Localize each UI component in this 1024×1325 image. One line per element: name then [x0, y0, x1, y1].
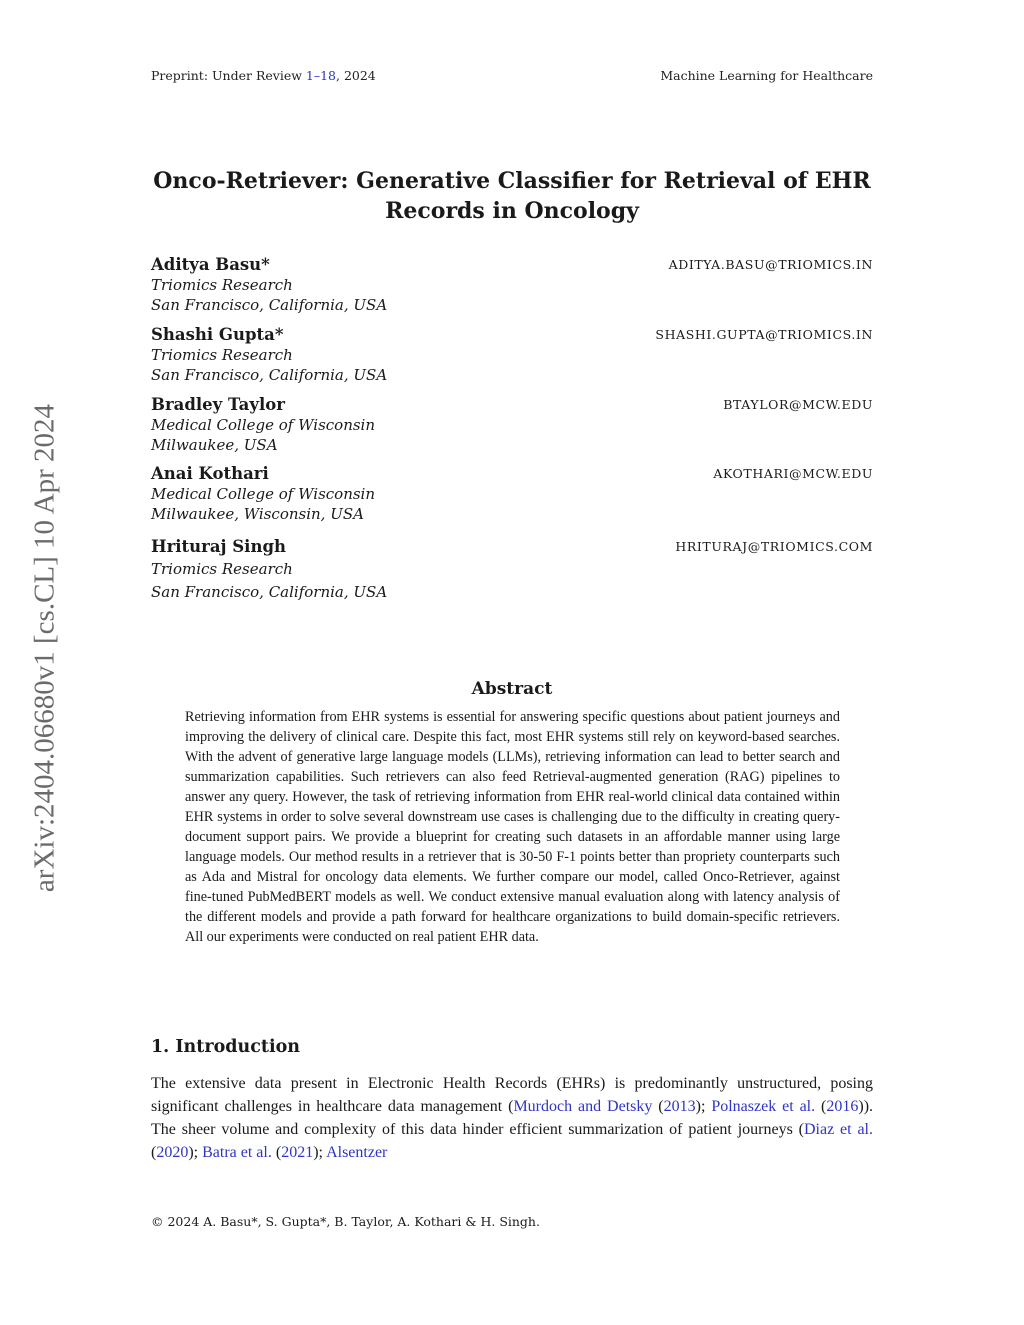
author-affiliation: Medical College of Wisconsin	[151, 416, 376, 434]
author-location: San Francisco, California, USA	[151, 366, 388, 384]
author-block	[151, 325, 873, 397]
author-affiliation: Triomics Research	[151, 560, 293, 578]
copyright-footer: © 2024 A. Basu*, S. Gupta*, B. Taylor, A. Kothari & H. Singh.	[151, 1214, 540, 1229]
paper-title: Onco-Retriever: Generative Classifier for Retrieval of EHR Records in Oncology	[153, 168, 871, 224]
author-location: San Francisco, California, USA	[151, 296, 388, 314]
author-email[interactable]: BTAYLOR@MCW.EDU	[723, 397, 873, 412]
introduction-paragraph: The extensive data present in Electronic Health Records (EHRs) is predominantly unstructured, posing significant challenges in healthcare data management (Murdoch and Detsky (2013); Polnaszek et al. (2016)). The sheer volume and complexity of this data hinder efficient summarization of patient journeys (Diaz et al. (2020); Batra et al. (2021); Alsentzer	[151, 1075, 874, 1161]
author-affiliation: Triomics Research	[151, 276, 293, 294]
abstract-text: Retrieving information from EHR systems is essential for answering specific questions about patient journeys and improving the delivery of clinical care. Despite this fact, most EHR systems still rely on keyword-based searches. With the advent of generative large language models (LLMs), retrieving information can lead to better search and summarization capabilities. Such retrievers can also feed Retrieval-augmented generation (RAG) pipelines to answer any query. However, the task of retrieving information from EHR real-world clinical data contained within EHR systems in order to solve several downstream use cases is challenging due to the difficulty in creating query-document support pairs. We provide a blueprint for creating such datasets in an affordable manner using large language models. Our method results in a retriever that is 30-50 F-1 points better than propriety counterparts such as Ada and Mistral for oncology data elements. We further compare our model, called Onco-Retriever, against fine-tuned PubMedBERT models as well. We conduct extensive manual evaluation along with latency analysis of the different models and provide a path forward for healthcare organizations to build domain-specific retrievers. All our experiments were conducted on real patient EHR data.	[185, 709, 840, 945]
author-affiliation: Triomics Research	[151, 346, 293, 364]
citation-link[interactable]: Polnaszek et al.	[711, 1098, 816, 1115]
citation-year-link[interactable]: 2013	[663, 1098, 696, 1115]
citation-year-link[interactable]: 2016	[826, 1098, 859, 1115]
author-block	[151, 255, 873, 327]
author-location: Milwaukee, USA	[151, 436, 278, 454]
author-location: Milwaukee, Wisconsin, USA	[151, 505, 364, 523]
citation-link[interactable]: Murdoch and Detsky	[513, 1098, 653, 1115]
author-name: Hrituraj Singh	[151, 537, 286, 556]
author-block	[151, 464, 873, 536]
author-name: Aditya Basu*	[151, 255, 270, 274]
author-email[interactable]: AKOTHARI@MCW.EDU	[713, 466, 873, 481]
author-email[interactable]: HRITURAJ@TRIOMICS.COM	[675, 539, 873, 554]
citation-link[interactable]: Alsentzer	[326, 1144, 388, 1161]
running-header-left: Preprint: Under Review 1–18, 2024	[151, 68, 376, 83]
author-block	[151, 395, 873, 467]
author-block	[151, 537, 873, 617]
abstract-heading: Abstract	[471, 679, 553, 699]
section-heading-introduction: 1. Introduction	[151, 1037, 300, 1057]
author-name: Shashi Gupta*	[151, 325, 284, 344]
running-header-right: Machine Learning for Healthcare	[660, 68, 873, 83]
author-name: Anai Kothari	[151, 464, 269, 483]
author-affiliation: Medical College of Wisconsin	[151, 485, 376, 503]
page-range-link[interactable]: 1–18	[305, 68, 336, 83]
author-name: Bradley Taylor	[151, 395, 285, 414]
arxiv-stamp: arXiv:2404.06680v1 [cs.CL] 10 Apr 2024	[28, 403, 61, 892]
citation-link[interactable]: Diaz et al.	[804, 1121, 873, 1138]
citation-link[interactable]: Batra et al.	[202, 1144, 272, 1161]
author-location: San Francisco, California, USA	[151, 583, 388, 601]
citation-year-link[interactable]: 2021	[281, 1144, 314, 1161]
citation-year-link[interactable]: 2020	[156, 1144, 189, 1161]
author-email[interactable]: SHASHI.GUPTA@TRIOMICS.IN	[655, 327, 873, 342]
author-email[interactable]: ADITYA.BASU@TRIOMICS.IN	[668, 257, 873, 272]
